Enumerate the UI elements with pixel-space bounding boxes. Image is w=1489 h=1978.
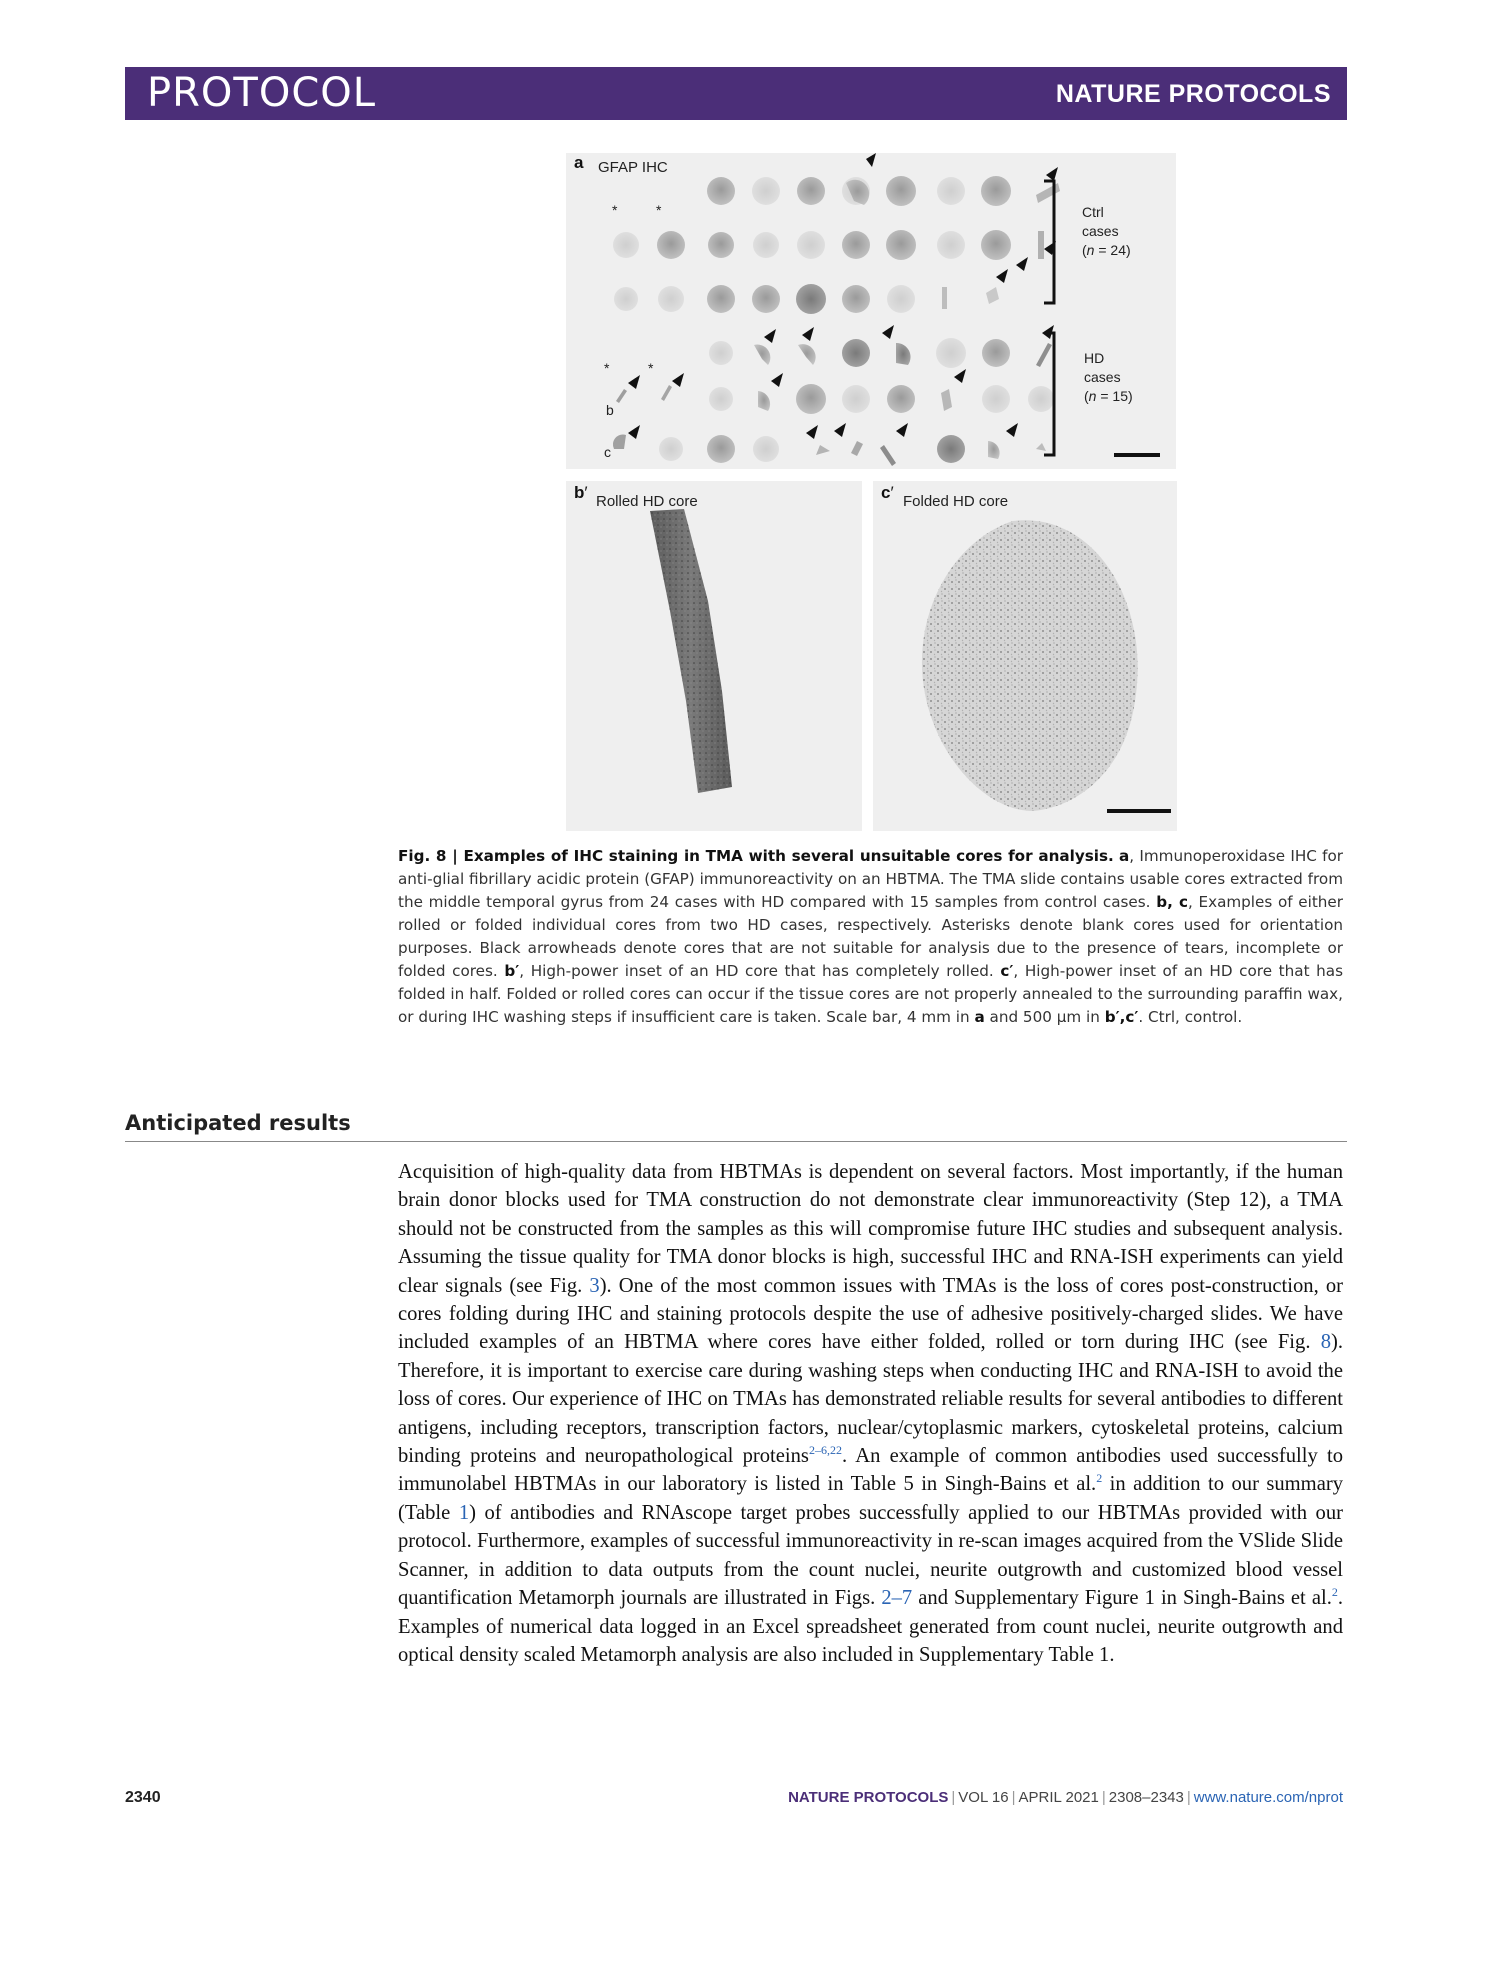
hd-cases-label: HD cases (n = 15) <box>1084 350 1133 404</box>
page-number: 2340 <box>125 1789 161 1806</box>
figure-caption: Fig. 8 | Examples of IHC staining in TMA with several unsuitable cores for analysis. a, Immunoperoxidase IHC for anti-glial fibrillary acidic protein (GFAP) immunoreactivity on an HBTMA. The TMA slide contains usable cores extracted from the middle temporal gyrus from 24 cases with HD compared with 15 samples from control cases. b, c, Examples of either rolled or folded individual cores from two HD cases, respectively. Asterisks denote blank cores used for orientation purposes. Black arrowheads denote cores that are not suitable for analysis due to the presence of tears, incomplete or folded cores. b′, High-power inset of an HD core that has completely rolled. c′, High-power inset of an HD core that has folded in half. Folded or rolled cores can occur if the tissue cores are not properly annealed to the surrounding paraffin wax, or during IHC washing steps if insufficient care is taken. Scale bar, 4 mm in a and 500 μm in b′,c′. Ctrl, control. <box>398 847 1344 1026</box>
panel-b-letter: b′ <box>574 483 588 502</box>
figure-panel-c-prime <box>873 481 1177 831</box>
section-label: PROTOCOL <box>147 70 377 116</box>
ref-link-fig8[interactable]: 8 <box>1320 1331 1331 1354</box>
ctrl-core-rows <box>613 176 1060 314</box>
body-paragraph: Acquisition of high-quality data from HBTMAs is dependent on several factors. Most importantly, if the human brain donor blocks used for TMA construction do not demonstrate clear immunoreactivity (Step 12), a TMA should not be constructed from the samples as this will compromise future IHC studies and subsequent analysis. Assuming the tissue quality for TMA donor blocks is high, successful IHC and RNA-ISH experiments can yield clear signals (see Fig. 3). One of the most common issues with TMAs is the loss of cores post-construction, or cores folding during IHC and staining protocols despite the use of adhesive positively-charged slides. We have included examples of an HBTMA where cores have either folded, rolled or torn during IHC (see Fig. 8). Therefore, it is important to exercise care during washing steps when conducting IHC and RNA-ISH to avoid the loss of cores. Our experience of IHC on TMAs has demonstrated reliable results for several antibodies to different antigens, including receptors, transcription factors, nuclear/cytoplasmic markers, cytoskeletal proteins, calcium binding proteins and neuropathological proteins$^{2-6,22}$. An example of common antibodies used successfully to immunolabel HBTMAs in our laboratory is listed in Table 5 in Singh-Bains et al.$^2$ in addition to our summary (Table 1) of antibodies and RNAscope target probes successfully applied to our HBTMAs provided with our protocol. Furthermore, examples of successful immunoreactivity in re-scan images acquired from the VSlide Slide Scanner, in addition to data outputs from the count nuclei, neurite outgrowth and customized blood vessel quantification Metamorph journals are illustrated in Figs. 2–7 and Supplementary Figure 1 in Singh-Bains et al.$^2$. Examples of numerical data logged in an Excel spreadsheet generated from count nuclei, neurite outgrowth and optical density scaled Metamorph analysis are also included in Supplementary Table 1. <box>398 1161 1343 1666</box>
scale-bar-c <box>1107 809 1171 813</box>
ref-link-table1[interactable]: 1 <box>458 1501 470 1524</box>
asterisk-marker: * <box>604 360 610 376</box>
panel-b-title: Rolled HD core <box>596 493 698 510</box>
rolled-core-image <box>566 481 862 831</box>
ref-link-fig3[interactable]: 3 <box>589 1274 600 1297</box>
ref-link-singh-bains[interactable]: 2 <box>1096 1471 1103 1486</box>
ctrl-cases-label: Ctrl cases (n = 24) <box>1082 204 1131 258</box>
asterisk-marker: * <box>612 202 618 218</box>
journal-title: NATURE PROTOCOLS <box>1055 80 1331 108</box>
asterisk-marker: * <box>656 202 662 218</box>
section-heading: Anticipated results <box>125 1111 351 1135</box>
panel-c-title: Folded HD core <box>903 493 1009 510</box>
panel-a-title: GFAP IHC <box>598 159 668 176</box>
section-divider <box>125 1141 1347 1142</box>
core-marker-b: b <box>606 402 614 418</box>
panel-a-letter: a <box>574 153 584 172</box>
figure-panel-b-prime <box>566 481 862 831</box>
asterisk-marker: * <box>648 360 654 376</box>
journal-url-link[interactable]: www.nature.com/nprot <box>1193 1789 1343 1806</box>
ref-link-figs[interactable]: 2–7 <box>881 1587 913 1610</box>
folded-core-image <box>873 481 1177 831</box>
ref-link-singh-bains[interactable]: 2 <box>1331 1585 1338 1600</box>
hd-core-rows <box>613 338 1054 466</box>
ref-link-citations[interactable]: 2–6,22 <box>808 1443 842 1458</box>
ctrl-bracket <box>1044 181 1054 303</box>
core-marker-c: c <box>604 444 611 460</box>
scale-bar-a <box>1114 453 1160 457</box>
figure-panel-a <box>566 153 1176 469</box>
panel-c-letter: c′ <box>881 483 894 502</box>
footer-citation: NATURE PROTOCOLS | VOL 16 | APRIL 2021 | 2308–2343 | www.nature.com/nprot <box>788 1789 1343 1806</box>
header-band <box>125 67 1347 120</box>
